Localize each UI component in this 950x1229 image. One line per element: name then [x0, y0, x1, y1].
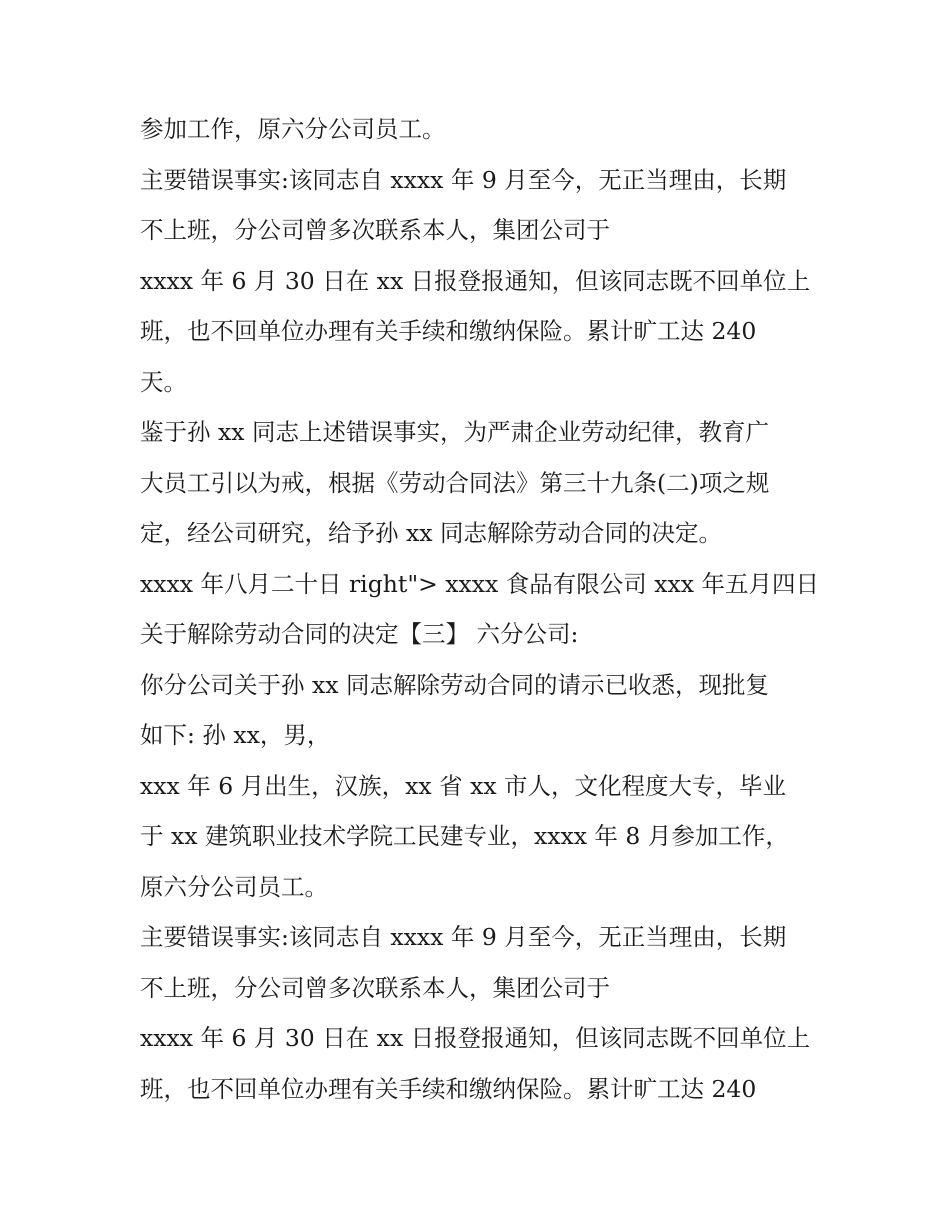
text-line: 定，经公司研究，给予孙 xx 同志解除劳动合同的决定。: [140, 519, 722, 547]
text-line: 主要错误事实:该同志自 xxxx 年 9 月至今，无正当理由，长期: [140, 923, 787, 951]
text-line: xxxx 年 6 月 30 日在 xx 日报登报通知，但该同志既不回单位上: [140, 266, 811, 295]
text-line: 班，也不回单位办理有关手续和缴纳保险。累计旷工达 240: [140, 317, 757, 345]
text-line: 大员工引以为戒，根据《劳动合同法》第三十九条(二)项之规: [140, 468, 770, 497]
text-line: 你分公司关于孙 xx 同志解除劳动合同的请示已收悉，现批复: [140, 670, 769, 699]
text-line: 于 xx 建筑职业技术学院工民建专业，xxxx 年 8 月参加工作，: [140, 822, 789, 850]
text-line: xxxx 年 6 月 30 日在 xx 日报登报通知，但该同志既不回单位上: [140, 1024, 811, 1052]
text-line: 天。: [140, 367, 187, 396]
text-line: 班，也不回单位办理有关手续和缴纳保险。累计旷工达 240: [140, 1074, 757, 1103]
document-body: [140, 104, 820, 1114]
text-line: 参加工作，原六分公司员工。: [140, 115, 446, 143]
text-line: 不上班，分公司曾多次联系本人，集团公司于: [140, 216, 610, 244]
text-line: xxx 年 6 月出生，汉族，xx 省 xx 市人，文化程度大专，毕业: [140, 771, 787, 800]
text-line: 主要错误事实:该同志自 xxxx 年 9 月至今，无正当理由，长期: [140, 165, 787, 194]
text-line: 原六分公司员工。: [140, 872, 328, 901]
text-line: 不上班，分公司曾多次联系本人，集团公司于: [140, 973, 610, 1002]
text-line: 关于解除劳动合同的决定【三】 六分公司:: [140, 620, 579, 648]
text-line: xxxx 年八月二十日 right"> xxxx 食品有限公司 xxx 年五月四日: [140, 569, 819, 598]
text-line: 如下: 孙 xx，男，: [140, 721, 331, 749]
text-line: 鉴于孙 xx 同志上述错误事实，为严肃企业劳动纪律，教育广: [140, 418, 769, 446]
